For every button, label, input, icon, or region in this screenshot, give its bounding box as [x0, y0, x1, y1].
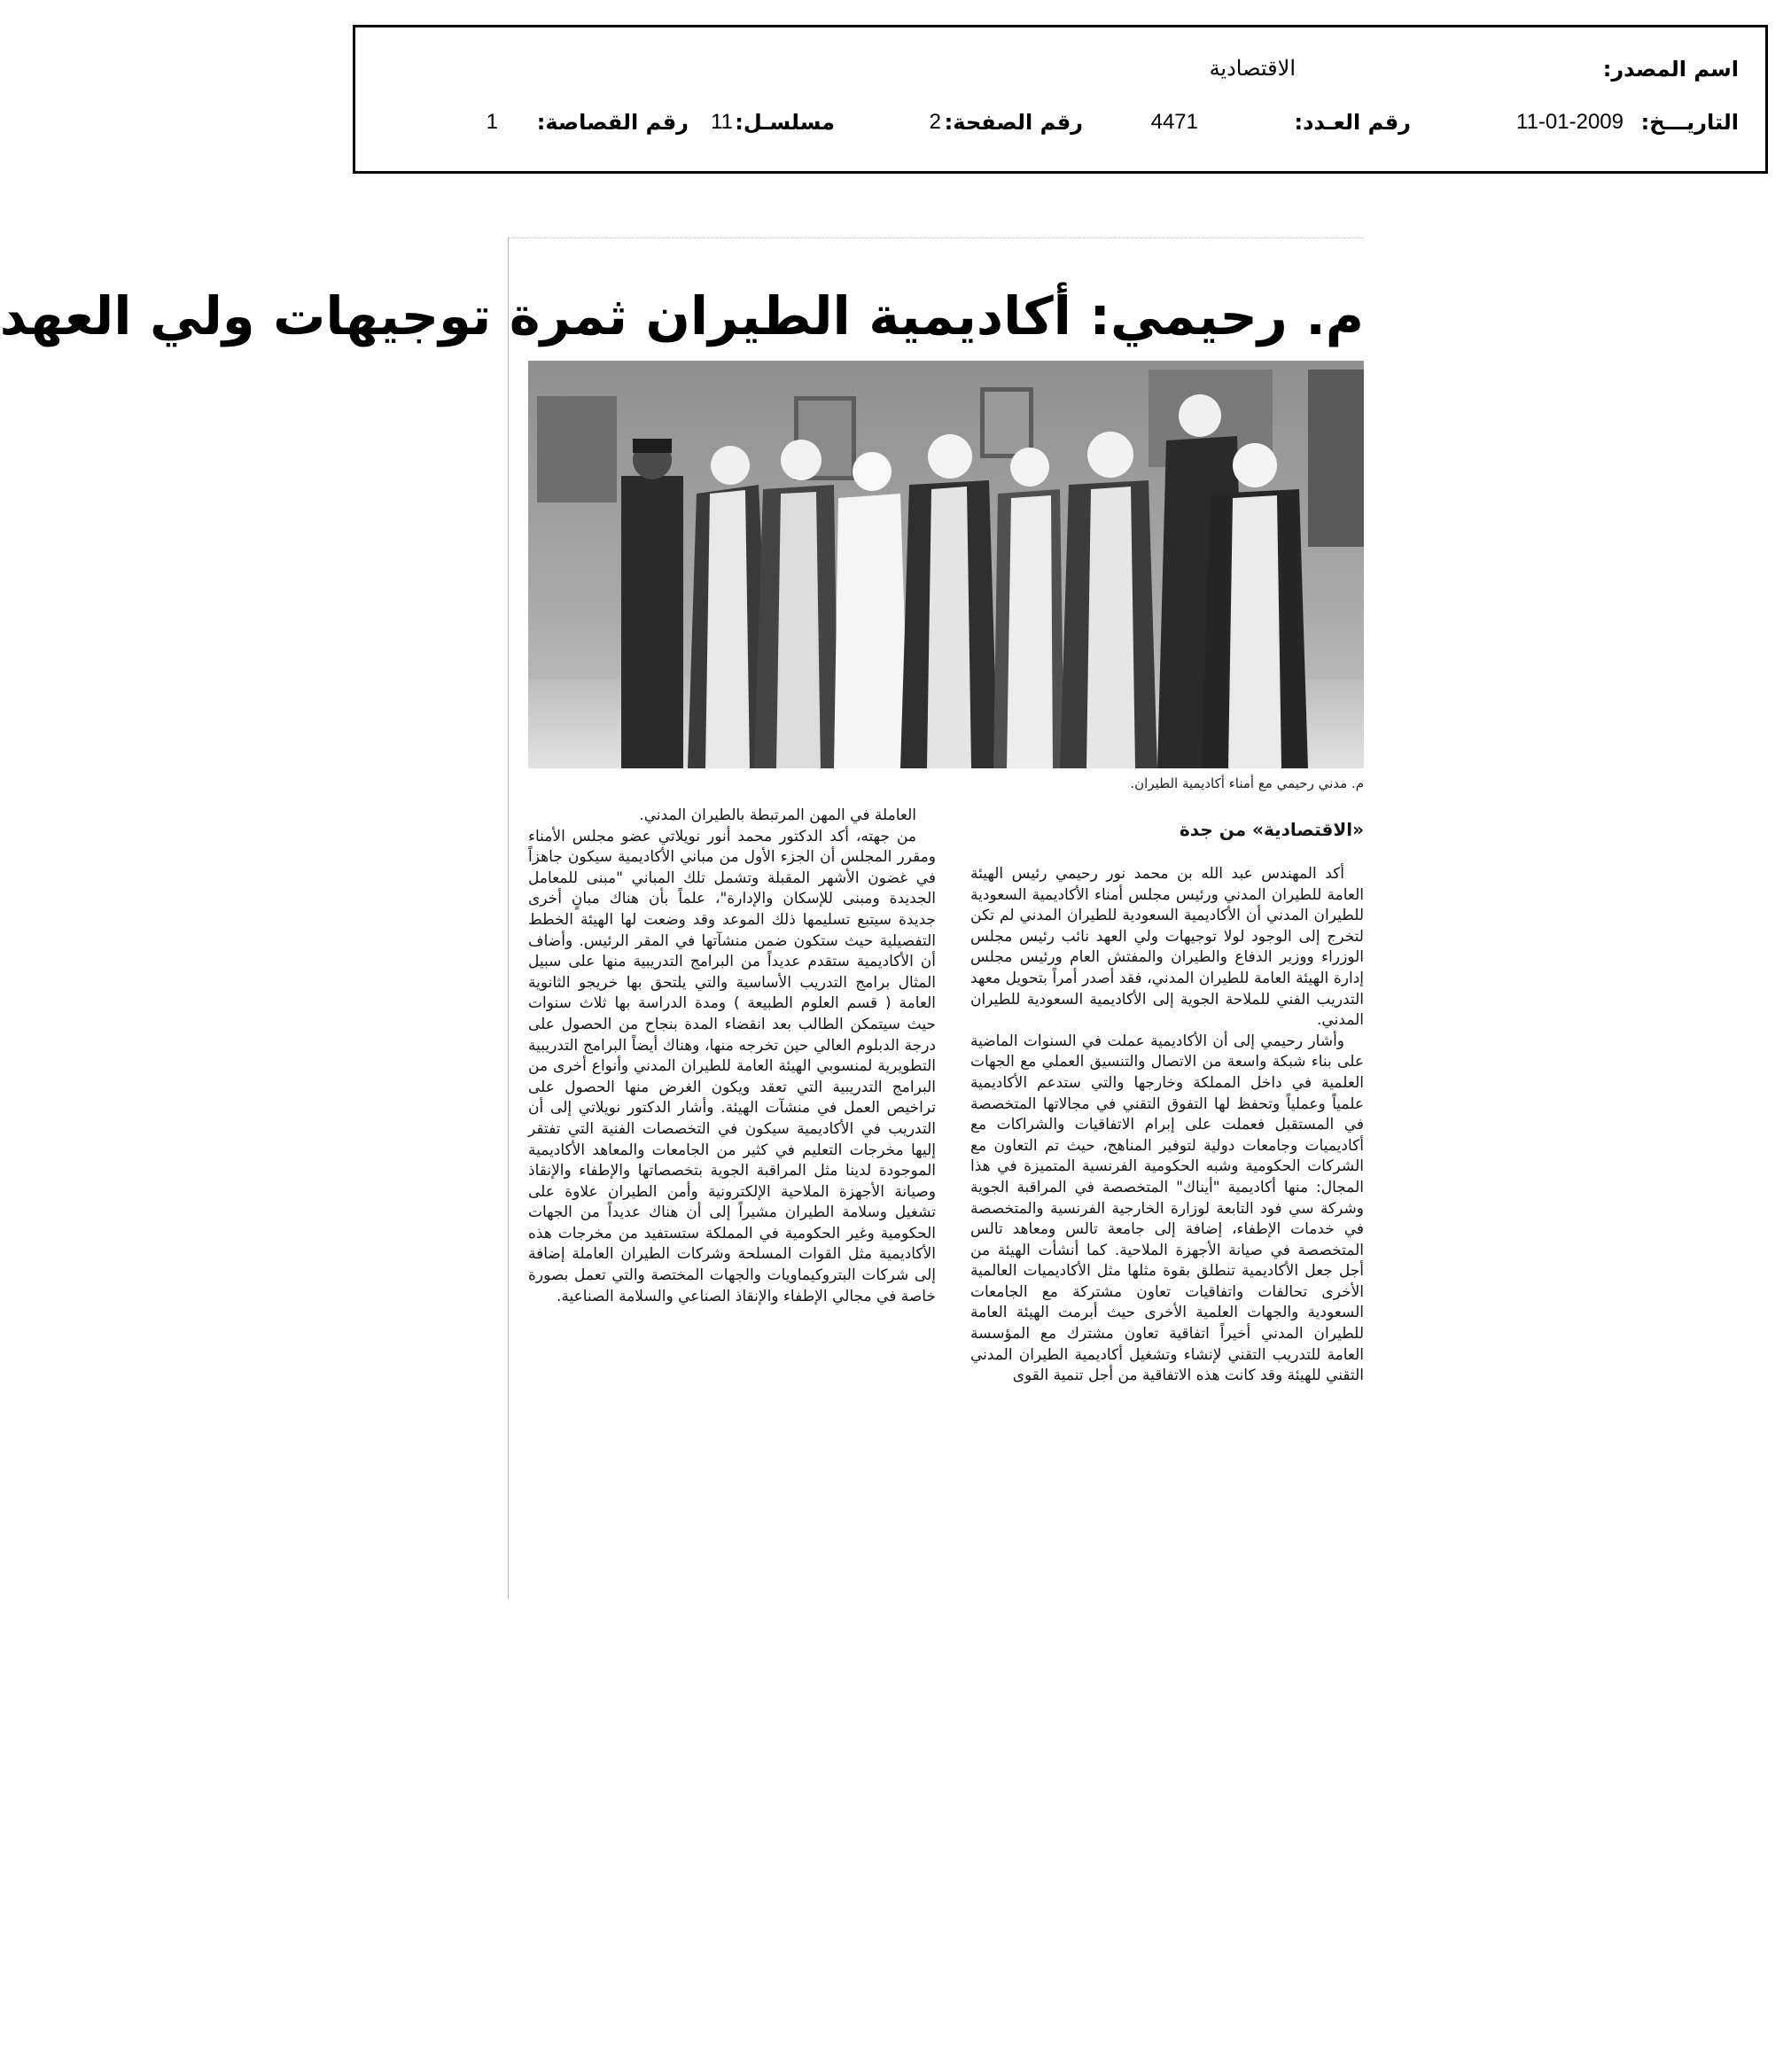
article-headline: م. رحيمي: أكاديمية الطيران ثمرة توجيهات ولي العهد: [0, 285, 1364, 347]
source-value: الاقتصادية: [1209, 57, 1296, 81]
date-value: 11-01-2009: [1516, 110, 1624, 134]
date-label: التاريـــخ:: [1640, 110, 1739, 135]
paragraph: أكد المهندس عبد الله بن محمد نور رحيمي رئيس الهيئة العامة للطيران المدني ورئيس مجلس أمناء الأكاديمية السعودية للطيران المدني أن الأكاديمية السعودية للطيران المدني لم تكن لتخرج إلى الوجود لولا توجيهات ولي العهد نائب رئيس مجلس الوزراء ووزير الدفاع والطيران والمفتش العام ورئيس مجلس إدارة الهيئة العامة للطيران المدني، فقد أصدر أمراً بتحويل معهد التدريب الفني للملاحة الجوية إلى الأكاديمية السعودية للطيران المدني.: [970, 865, 1364, 1030]
clip-value: 1: [486, 110, 498, 134]
article-column-left: [528, 806, 936, 1307]
newspaper-article: [0, 238, 1364, 1599]
article-column-right: [970, 814, 1364, 1387]
paragraph: وأشار رحيمي إلى أن الأكاديمية عملت في السنوات الماضية على بناء شبكة واسعة من الاتصال والتنسيق العملي مع الجهات العلمية في داخل المملكة وخارجها والتي ستدعم الأكاديمية علمياً وعملياً وتحفظ لها التفوق التقني في مجالاتها المتخصصة في المستقبل فعملت على إبرام الاتفاقيات والشراكات مع أكاديميات وجامعات دولية لتوفير المناهج، حيث تم التعاون مع الشركات الحكومية وشبه الحكومية الفرنسية المتميزة في هذا المجال: منها أكاديمية "أيناك" المتخصصة في المراقبة الجوية وشركة سي فود التابعة لوزارة الخارجية الفرنسية والمتخصصة في خدمات الإطفاء، إضافة إلى جامعة تالس ومعاهد تالس المتخصصة في صيانة الأجهزة الملاحية. كما أنشأت الهيئة من أجل جعل الأكاديمية تنطلق بقوة مثلها مثل الأكاديميات العالمية الأخرى تحالفات واتفاقيات تعاون مشتركة مع الجامعات السعودية والجهات العلمية الأخرى حيث أبرمت الهيئة العامة للطيران المدني أخيراً اتفاقية تعاون مشترك مع المؤسسة العامة للتدريب التقني لإنشاء وتشغيل أكاديمية الطيران المدني التقني للهيئة وقد كانت هذه الاتفاقية من أجل تنمية القوى: [970, 1032, 1364, 1385]
article-photo: [528, 361, 1364, 768]
clipping-header-box: [353, 25, 1768, 174]
clip-label: رقم القصاصة:: [536, 110, 689, 135]
paragraph: العاملة في المهن المرتبطة بالطيران المدني.: [639, 806, 916, 824]
page-label: رقم الصفحة:: [944, 110, 1083, 135]
photo-caption: م. مدني رحيمي مع أمناء أكاديمية الطيران.: [1130, 775, 1364, 791]
issue-value: 4471: [1150, 110, 1198, 134]
serial-value: 11: [711, 110, 733, 134]
source-label: اسم المصدر:: [1602, 57, 1739, 82]
article-byline: «الاقتصادية» من جدة: [1179, 819, 1364, 840]
paragraph: من جهته، أكد الدكتور محمد أنور نويلاتي عضو مجلس الأمناء ومقرر المجلس أن الجزء الأول من مباني الأكاديمية سيكون جاهزاً في غضون الأشهر المقبلة وتشمل تلك المباني "مبنى للمعامل الجديدة ومبنى للإسكان والإدارة"، علماً بأن هناك مبانٍ أخرى جديدة سيتبع تسليمها ذلك الموعد وقد وضعت لها الهيئة الخطط التفصيلية حيث ستكون ضمن منشآتها في المقر الرئيس. وأضاف أن الأكاديمية ستقدم عديداً من البرامج التدريبية منها على سبيل المثال برامج التدريب الأساسية والتي يلتحق بها خريجو الثانوية العامة ( قسم العلوم الطبيعة ) ومدة الدراسة بها ثلاث سنوات حيث سيتمكن الطالب بعد انقضاء المدة بنجاح من الحصول على درجة الدبلوم العالي حين تخرجه منها، وهناك أيضاً البرامج التدريبية التطويرية لمنسوبي الهيئة العامة للطيران المدني وأنواع أخرى من البرامج التدريبية التي تعقد ويكون الغرض منها الحصول على تراخيص العمل في منشآت الهيئة. وأشار الدكتور نويلاتي إلى أن التدريب في الأكاديمية سيكون في التخصصات الفنية التي تفتقر إليها مخرجات التعليم في كثير من الجامعات والمعاهد الأكاديمية الموجودة لدينا مثل المراقبة الجوية بتخصصاتها والإطفاء والإنقاذ وصيانة الأجهزة الملاحية الإلكترونية وأمن الطيران علاوة على تشغيل وسلامة الطيران مشيراً إلى أن هناك عديداً من الجهات الحكومية وغير الحكومية في المملكة ستستفيد من مخرجات هذه الأكاديمية مثل القوات المسلحة وشركات الطيران العاملة إضافة إلى شركات البتروكيماويات والجهات المختصة والتي تعمل بصورة خاصة في مجالي الإطفاء والإنقاذ الصناعي والسلامة الصناعية.: [528, 827, 936, 1305]
serial-label: مسلسـل:: [735, 110, 835, 135]
page-value: 2: [929, 110, 941, 134]
issue-label: رقم العـدد:: [1294, 110, 1411, 135]
